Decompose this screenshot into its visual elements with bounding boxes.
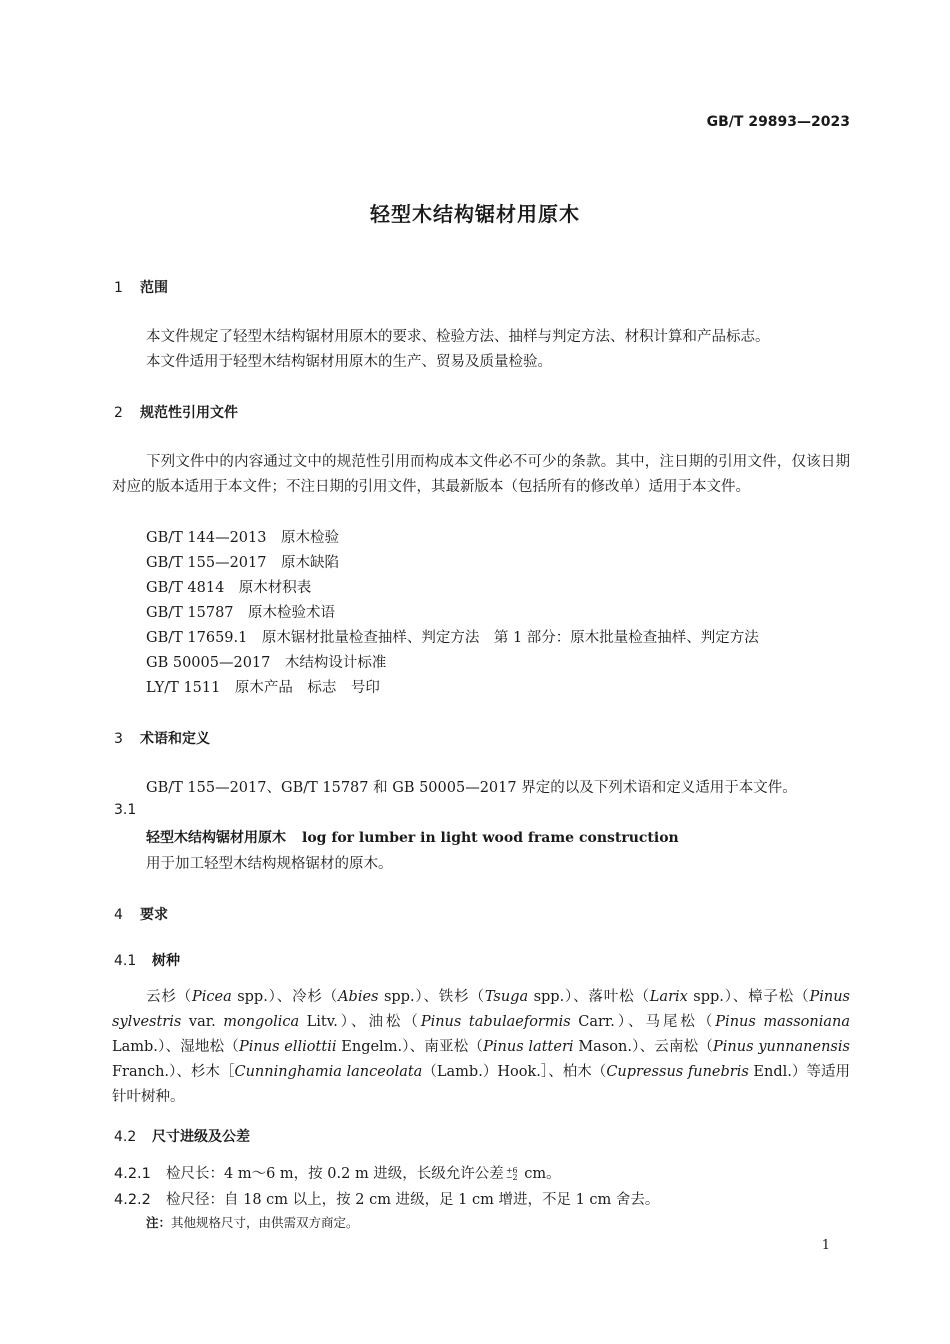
page-number: 1 — [821, 1238, 830, 1253]
section-number: 1 — [114, 280, 123, 296]
document-title: 轻型木结构锯材用原木 — [370, 202, 580, 226]
section-3-heading — [114, 728, 210, 748]
section-2-heading — [114, 402, 238, 422]
term-chinese: 轻型木结构锯材用原木 — [146, 830, 286, 846]
clause-text: cm。 — [519, 1166, 561, 1182]
clause-4-2-2 — [114, 1188, 659, 1209]
section-title: 要求 — [140, 907, 168, 923]
reference-item: GB/T 15787 原木检验术语 — [146, 605, 336, 621]
subsection-title: 尺寸进级及公差 — [152, 1129, 250, 1145]
subsection-4-2-heading — [114, 1126, 250, 1146]
subsection-title: 树种 — [152, 953, 180, 969]
subsection-4-1-heading — [114, 950, 180, 970]
term-english: log for lumber in light wood frame construction — [302, 830, 679, 846]
term-definition: 用于加工轻型木结构规格锯材的原木。 — [146, 856, 393, 872]
clause-text: 检尺长：4 m～6 m，按 0.2 m 进级，长级允许公差 — [166, 1166, 504, 1182]
paragraph: GB/T 155—2017、GB/T 15787 和 GB 50005—2017 界定的以及下列术语和定义适用于本文件。 — [146, 780, 797, 796]
species-paragraph: 云杉（Picea spp.）、冷杉（Abies spp.）、铁杉（Tsuga spp.）、落叶松（Larix spp.）、樟子松（Pinus sylvestris var. mongolica Litv.）、油松（Pinus tabulaeformis Carr.）、马尾松（Pinus massoniana Lamb.）、湿地松（Pinus elliottii Engelm.）、南亚松（Pinus latteri Mason.）、云南松（Pinus yunnanensis Franch.）、杉木［Cunninghamia lanceolata（Lamb.）Hook.］、柏木（Cupressus funebris Endl.）等适用针叶树种。 — [112, 989, 851, 1105]
section-title: 术语和定义 — [140, 731, 210, 747]
section-title: 规范性引用文件 — [140, 405, 238, 421]
clause-number: 4.2.1 — [114, 1166, 151, 1182]
subsection-number: 4.2 — [114, 1129, 137, 1145]
term-number: 3.1 — [114, 802, 137, 818]
section-4-heading — [114, 904, 168, 924]
reference-item: GB/T 155—2017 原木缺陷 — [146, 555, 339, 571]
paragraph: 下列文件中的内容通过文中的规范性引用而构成本文件必不可少的条款。其中，注日期的引用文件，仅该日期对应的版本适用于本文件；不注日期的引用文件，其最新版本（包括所有的修改单）适用于本文件。 — [112, 454, 850, 495]
section-1-heading — [114, 277, 168, 297]
clause-text: 检尺径：自 18 cm 以上，按 2 cm 进级，足 1 cm 增进，不足 1 cm 舍去。 — [166, 1192, 660, 1208]
reference-item: LY/T 1511 原木产品 标志 号印 — [146, 680, 380, 696]
reference-item: GB/T 144—2013 原木检验 — [146, 530, 339, 546]
tolerance: +6 −2 — [505, 1166, 518, 1182]
reference-item: GB/T 17659.1 原木锯材批量检查抽样、判定方法 第 1 部分：原木批量检查抽样、判定方法 — [146, 630, 759, 646]
subsection-number: 4.1 — [114, 953, 137, 969]
section-number: 2 — [114, 405, 123, 421]
section-number: 4 — [114, 907, 123, 923]
note-text: 其他规格尺寸，由供需双方商定。 — [171, 1215, 359, 1230]
paragraph: 本文件适用于轻型木结构锯材用原木的生产、贸易及质量检验。 — [146, 354, 552, 370]
note-label: 注： — [146, 1215, 172, 1230]
term-entry — [146, 827, 679, 847]
clause-number: 4.2.2 — [114, 1192, 151, 1208]
section-number: 3 — [114, 731, 123, 747]
reference-item: GB/T 4814 原木材积表 — [146, 580, 312, 596]
paragraph: 本文件规定了轻型木结构锯材用原木的要求、检验方法、抽样与判定方法、材积计算和产品标志。 — [146, 329, 770, 345]
note — [146, 1213, 359, 1231]
reference-item: GB 50005—2017 木结构设计标准 — [146, 655, 387, 671]
section-title: 范围 — [140, 280, 168, 296]
clause-4-2-1 — [114, 1162, 561, 1183]
standard-number: GB/T 29893—2023 — [706, 114, 850, 130]
